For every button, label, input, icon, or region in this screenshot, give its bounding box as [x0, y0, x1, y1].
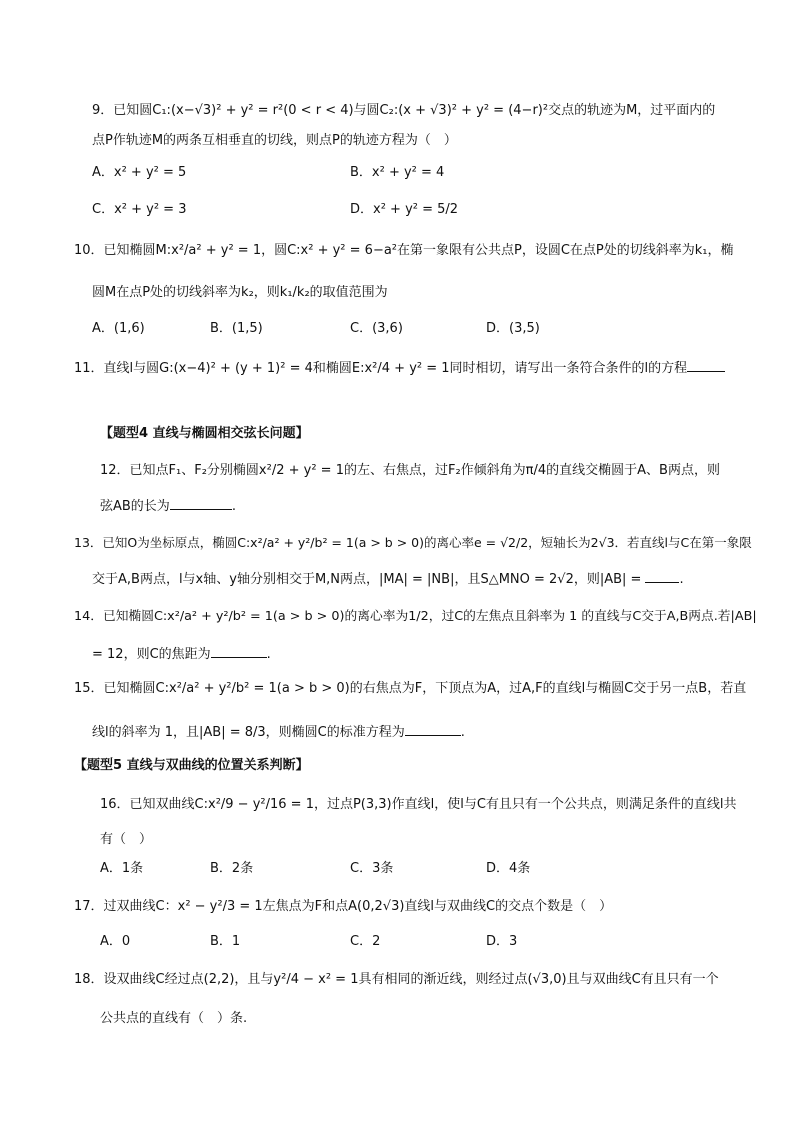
q16-line2: 有（ ）: [100, 832, 153, 847]
q12-line1: 12．已知点F₁、F₂分别椭圆x²/2 + y² = 1的左、右焦点，过F₂作倾斜角为π/4的直线交椭圆于A、B两点，则: [100, 463, 720, 478]
q10-line1: 10．已知椭圆M:x²/a² + y² = 1，圆C:x² + y² = 6−a²在第一象限有公共点P，设圆C在点P处的切线斜率为k₁，椭: [74, 243, 734, 258]
q10-option-a: A．(1,6): [92, 321, 145, 336]
q14-answer-blank: [211, 643, 267, 658]
q11-answer-blank: [687, 357, 725, 372]
q15-line1: 15．已知椭圆C:x²/a² + y²/b² = 1(a > b > 0)的右焦点为F，下顶点为A，过A,F的直线l与椭圆C交于另一点B，若直: [74, 681, 747, 696]
q17-option-c: C．2: [350, 934, 381, 949]
q9-line1: 9．已知圆C₁:(x−√3)² + y² = r²(0 < r < 4)与圆C₂:(x + √3)² + y² = (4−r)²交点的轨迹为M，过平面内的: [92, 103, 716, 118]
q11-text: 11．直线l与圆G:(x−4)² + (y + 1)² = 4和椭圆E:x²/4 + y² = 1同时相切，请写出一条符合条件的l的方程: [74, 361, 688, 376]
q10-line2: 圆M在点P处的切线斜率为k₂，则k₁/k₂的取值范围为: [92, 285, 388, 300]
q17-option-b: B．1: [210, 934, 241, 949]
q16-line1: 16．已知双曲线C:x²/9 − y²/16 = 1，过点P(3,3)作直线l，使l与C有且只有一个公共点，则满足条件的直线l共: [100, 797, 737, 812]
q15-text: 线l的斜率为 1，且|AB| = 8/3，则椭圆C的标准方程为: [92, 725, 405, 740]
q9-option-d: D．x² + y² = 5/2: [350, 202, 459, 217]
q14-line1: 14．已知椭圆C:x²/a² + y²/b² = 1(a > b > 0)的离心率为1/2，过C的左焦点且斜率为 1 的直线与C交于A,B两点.若|AB|: [74, 609, 757, 624]
q14-text: = 12，则C的焦距为: [92, 647, 211, 662]
q17-option-a: A．0: [100, 934, 131, 949]
section-5-heading: 【题型5 直线与双曲线的位置关系判断】: [74, 758, 309, 773]
q16-option-a: A．1条: [100, 861, 144, 876]
q9-option-c: C．x² + y² = 3: [92, 202, 187, 217]
q11-line1: [74, 357, 725, 379]
q10-option-c: C．(3,6): [350, 321, 403, 336]
q16-option-c: C．3条: [350, 861, 394, 876]
q12-answer-blank: [170, 495, 232, 510]
q18-line2: 公共点的直线有（ ）条.: [100, 1011, 248, 1026]
q13-line2: 交于A,B两点，l与x轴、y轴分别相交于M,N两点，|MA| = |NB|，且S△MNO = 2√2，则|AB| = .: [92, 568, 684, 590]
q16-option-b: B．2条: [210, 861, 254, 876]
q9-line2: 点P作轨迹M的两条互相垂直的切线，则点P的轨迹方程为（ ）: [92, 133, 457, 148]
q12-line2: 弦AB的长为 .: [100, 495, 236, 517]
q14-line2: = 12，则C的焦距为 .: [92, 643, 271, 665]
q17-option-d: D．3: [486, 934, 518, 949]
q13-line1: 13．已知O为坐标原点，椭圆C:x²/a² + y²/b² = 1(a > b > 0)的离心率e = √2/2，短轴长为2√3．若直线l与C在第一象限: [74, 535, 752, 550]
q13-answer-blank: [645, 568, 679, 583]
q9-option-b: B．x² + y² = 4: [350, 165, 445, 180]
q16-option-d: D．4条: [486, 861, 531, 876]
q12-text: 弦AB的长为: [100, 499, 170, 514]
q18-line1: 18．设双曲线C经过点(2,2)，且与y²/4 − x² = 1具有相同的渐近线，则经过点(√3,0)且与双曲线C有且只有一个: [74, 972, 719, 987]
q15-line2: 线l的斜率为 1，且|AB| = 8/3，则椭圆C的标准方程为 .: [92, 721, 465, 743]
q10-option-b: B．(1,5): [210, 321, 263, 336]
q15-answer-blank: [405, 721, 461, 736]
q13-text: 交于A,B两点，l与x轴、y轴分别相交于M,N两点，|MA| = |NB|，且S△MNO = 2√2，则|AB| =: [92, 572, 642, 587]
q17-line1: 17．过双曲线C：x² − y²/3 = 1左焦点为F和点A(0,2√3)直线l与双曲线C的交点个数是（ ）: [74, 899, 613, 914]
q10-option-d: D．(3,5): [486, 321, 540, 336]
q9-option-a: A．x² + y² = 5: [92, 165, 187, 180]
section-4-heading: 【题型4 直线与椭圆相交弦长问题】: [100, 426, 309, 441]
